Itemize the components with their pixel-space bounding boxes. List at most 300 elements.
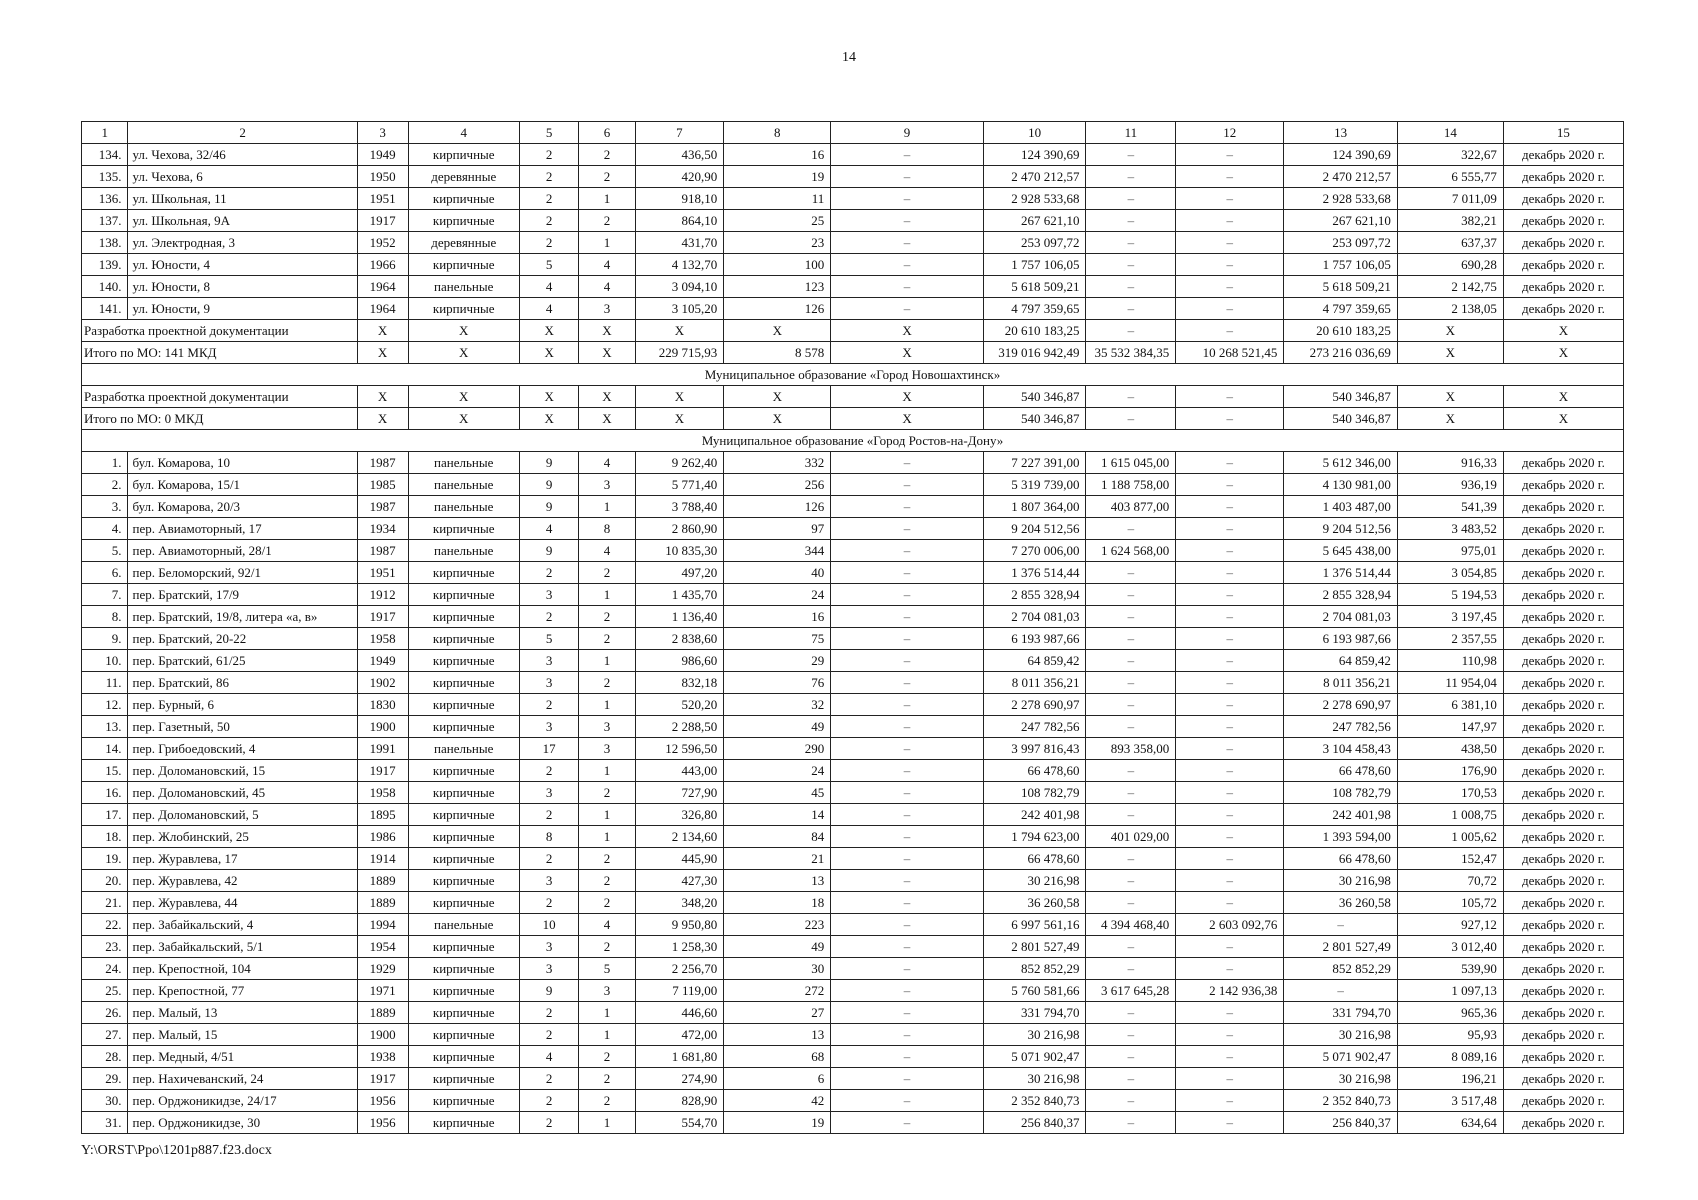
table-cell: 2 801 527,49 [1284, 936, 1398, 958]
row-number: 31. [82, 1112, 128, 1134]
table-cell: 1917 [357, 1068, 408, 1090]
table-cell: кирпичные [408, 562, 519, 584]
table-cell: 152,47 [1397, 848, 1503, 870]
table-cell: – [831, 1068, 983, 1090]
table-cell: кирпичные [408, 606, 519, 628]
table-cell: кирпичные [408, 980, 519, 1002]
table-cell: 84 [724, 826, 831, 848]
table-cell: кирпичные [408, 848, 519, 870]
table-cell: кирпичные [408, 298, 519, 320]
table-cell: 5 071 902,47 [1284, 1046, 1398, 1068]
file-path-footer: Y:\ORST\Ppo\1201p887.f23.docx [81, 1143, 272, 1158]
table-cell: Х [357, 320, 408, 342]
table-row [82, 254, 1624, 276]
row-number: 2. [82, 474, 128, 496]
table-cell: 3 105,20 [635, 298, 724, 320]
address-cell: пер. Братский, 86 [128, 672, 357, 694]
table-row [82, 760, 1624, 782]
address-cell: ул. Чехова, 32/46 [128, 144, 357, 166]
table-cell: – [1086, 958, 1176, 980]
table-cell: кирпичные [408, 1024, 519, 1046]
table-cell: 2 [519, 892, 578, 914]
table-cell: 1 757 106,05 [1284, 254, 1398, 276]
table-cell: 1949 [357, 650, 408, 672]
table-cell: 8 011 356,21 [983, 672, 1086, 694]
table-cell: 438,50 [1397, 738, 1503, 760]
table-cell: декабрь 2020 г. [1503, 716, 1623, 738]
table-cell: 30 [724, 958, 831, 980]
table-cell: – [1176, 716, 1284, 738]
table-cell: 1 [579, 694, 635, 716]
table-cell: панельные [408, 276, 519, 298]
column-number: 8 [724, 122, 831, 144]
table-row [82, 716, 1624, 738]
address-cell: пер. Малый, 15 [128, 1024, 357, 1046]
table-cell: декабрь 2020 г. [1503, 870, 1623, 892]
table-cell: 1971 [357, 980, 408, 1002]
table-cell: 4 [579, 914, 635, 936]
table-cell: панельные [408, 474, 519, 496]
table-cell: 2 [519, 144, 578, 166]
table-cell: – [831, 694, 983, 716]
table-cell: – [1176, 892, 1284, 914]
table-cell: 1 258,30 [635, 936, 724, 958]
table-cell: 2 288,50 [635, 716, 724, 738]
table-cell: кирпичные [408, 760, 519, 782]
table-cell: – [831, 474, 983, 496]
table-cell: – [1176, 826, 1284, 848]
address-cell: пер. Братский, 19/8, литера «а, в» [128, 606, 357, 628]
table-row [82, 804, 1624, 826]
table-cell: 852 852,29 [983, 958, 1086, 980]
table-cell: 105,72 [1397, 892, 1503, 914]
table-cell: 2 [579, 210, 635, 232]
table-cell: 123 [724, 276, 831, 298]
row-number: 12. [82, 694, 128, 716]
column-number: 5 [519, 122, 578, 144]
table-cell: – [1176, 144, 1284, 166]
table-cell: 1895 [357, 804, 408, 826]
table-cell: 541,39 [1397, 496, 1503, 518]
table-cell: 49 [724, 936, 831, 958]
table-cell: кирпичные [408, 584, 519, 606]
table-cell: 986,60 [635, 650, 724, 672]
table-cell: 2 [579, 936, 635, 958]
table-cell: Х [831, 386, 983, 408]
table-cell: кирпичные [408, 1046, 519, 1068]
table-cell: декабрь 2020 г. [1503, 562, 1623, 584]
table-cell: 70,72 [1397, 870, 1503, 892]
row-number: 139. [82, 254, 128, 276]
row-number: 29. [82, 1068, 128, 1090]
table-cell: 4 132,70 [635, 254, 724, 276]
table-cell: Х [1503, 320, 1623, 342]
table-cell: 9 262,40 [635, 452, 724, 474]
table-cell: 4 797 359,65 [1284, 298, 1398, 320]
table-cell: 9 [519, 540, 578, 562]
table-cell: кирпичные [408, 782, 519, 804]
table-cell: декабрь 2020 г. [1503, 518, 1623, 540]
table-cell: 443,00 [635, 760, 724, 782]
table-cell: 247 782,56 [1284, 716, 1398, 738]
table-cell: – [1086, 562, 1176, 584]
table-cell: декабрь 2020 г. [1503, 694, 1623, 716]
address-cell: пер. Грибоедовский, 4 [128, 738, 357, 760]
table-cell: 832,18 [635, 672, 724, 694]
table-cell: 1949 [357, 144, 408, 166]
table-cell: 4 [579, 276, 635, 298]
table-cell: 12 596,50 [635, 738, 724, 760]
table-cell: 5 [519, 628, 578, 650]
table-cell: – [831, 716, 983, 738]
table-cell: – [1176, 474, 1284, 496]
table-cell: – [831, 298, 983, 320]
row-number: 137. [82, 210, 128, 232]
table-cell: 30 216,98 [983, 870, 1086, 892]
table-cell: 2 [579, 1046, 635, 1068]
table-cell: Х [831, 342, 983, 364]
table-row [82, 650, 1624, 672]
table-cell: 2 [519, 1002, 578, 1024]
column-number-row [82, 122, 1624, 144]
table-cell: – [1176, 320, 1284, 342]
table-cell: 8 578 [724, 342, 831, 364]
row-number: 134. [82, 144, 128, 166]
row-number: 13. [82, 716, 128, 738]
table-cell: 690,28 [1397, 254, 1503, 276]
table-cell: Х [408, 386, 519, 408]
table-cell: – [1176, 254, 1284, 276]
table-cell: 2 [579, 782, 635, 804]
table-cell: 1917 [357, 210, 408, 232]
table-cell: 1951 [357, 188, 408, 210]
table-cell: 66 478,60 [983, 848, 1086, 870]
table-row [82, 144, 1624, 166]
table-cell: – [1086, 320, 1176, 342]
row-number: 140. [82, 276, 128, 298]
address-cell: бул. Комарова, 10 [128, 452, 357, 474]
table-cell: Х [1397, 342, 1503, 364]
table-cell: – [831, 848, 983, 870]
table-cell: – [1086, 716, 1176, 738]
table-cell: 6 997 561,16 [983, 914, 1086, 936]
table-cell: 936,19 [1397, 474, 1503, 496]
row-number: 19. [82, 848, 128, 870]
table-cell: 4 [519, 276, 578, 298]
table-cell: 3 [519, 584, 578, 606]
table-cell: 1 757 106,05 [983, 254, 1086, 276]
table-cell: 2 352 840,73 [1284, 1090, 1398, 1112]
row-number: 23. [82, 936, 128, 958]
table-cell: 965,36 [1397, 1002, 1503, 1024]
table-cell: Х [1397, 408, 1503, 430]
table-cell: – [1086, 1090, 1176, 1112]
table-cell: – [1176, 672, 1284, 694]
table-cell: 6 381,10 [1397, 694, 1503, 716]
table-cell: кирпичные [408, 628, 519, 650]
table-cell: 2 278 690,97 [1284, 694, 1398, 716]
table-cell: 319 016 942,49 [983, 342, 1086, 364]
table-cell: 147,97 [1397, 716, 1503, 738]
row-number: 30. [82, 1090, 128, 1112]
table-row [82, 166, 1624, 188]
table-cell: 1964 [357, 276, 408, 298]
table-cell: 1889 [357, 892, 408, 914]
table-cell: – [1176, 232, 1284, 254]
table-cell: 1958 [357, 628, 408, 650]
table-cell: 3 [579, 738, 635, 760]
table-cell: – [1176, 628, 1284, 650]
table-cell: 40 [724, 562, 831, 584]
table-cell: 1 794 623,00 [983, 826, 1086, 848]
table-cell: 253 097,72 [983, 232, 1086, 254]
table-cell: 170,53 [1397, 782, 1503, 804]
table-cell: 3 [519, 782, 578, 804]
table-cell: – [831, 980, 983, 1002]
table-cell: – [1176, 188, 1284, 210]
table-cell: Х [357, 408, 408, 430]
table-cell: 3 617 645,28 [1086, 980, 1176, 1002]
table-cell: 634,64 [1397, 1112, 1503, 1134]
table-cell: – [831, 782, 983, 804]
row-number: 136. [82, 188, 128, 210]
table-cell: 1 393 594,00 [1284, 826, 1398, 848]
row-number: 14. [82, 738, 128, 760]
table-cell: 2 [579, 166, 635, 188]
table-cell: 8 089,16 [1397, 1046, 1503, 1068]
table-cell: 3 483,52 [1397, 518, 1503, 540]
table-cell: – [831, 606, 983, 628]
table-cell: 24 [724, 760, 831, 782]
table-cell: 3 197,45 [1397, 606, 1503, 628]
table-cell: 331 794,70 [983, 1002, 1086, 1024]
table-row [82, 980, 1624, 1002]
table-cell: – [1176, 562, 1284, 584]
table-cell: 36 260,58 [1284, 892, 1398, 914]
table-cell: 1 403 487,00 [1284, 496, 1398, 518]
table-cell: 2 704 081,03 [1284, 606, 1398, 628]
table-cell: декабрь 2020 г. [1503, 980, 1623, 1002]
table-cell: 10 268 521,45 [1176, 342, 1284, 364]
table-cell: Х [579, 408, 635, 430]
address-cell: пер. Малый, 13 [128, 1002, 357, 1024]
table-cell: 1934 [357, 518, 408, 540]
table-cell: – [1086, 144, 1176, 166]
table-cell: декабрь 2020 г. [1503, 782, 1623, 804]
table-cell: 64 859,42 [983, 650, 1086, 672]
table-cell: 30 216,98 [1284, 1024, 1398, 1046]
table-cell: 126 [724, 298, 831, 320]
table-cell: 9 204 512,56 [983, 518, 1086, 540]
address-cell: пер. Авиамоторный, 17 [128, 518, 357, 540]
row-number: 26. [82, 1002, 128, 1024]
table-cell: – [1284, 980, 1398, 1002]
table-cell: 1 [579, 1024, 635, 1046]
row-number: 138. [82, 232, 128, 254]
table-cell: 247 782,56 [983, 716, 1086, 738]
table-cell: кирпичные [408, 210, 519, 232]
table-cell: 1900 [357, 716, 408, 738]
table-cell: кирпичные [408, 254, 519, 276]
address-cell: пер. Братский, 20-22 [128, 628, 357, 650]
table-cell: – [831, 540, 983, 562]
table-cell: – [1176, 166, 1284, 188]
table-cell: 9 [519, 452, 578, 474]
table-cell: 332 [724, 452, 831, 474]
table-cell: 8 [579, 518, 635, 540]
table-cell: – [1086, 848, 1176, 870]
table-row [82, 1002, 1624, 1024]
table-cell: 5 618 509,21 [1284, 276, 1398, 298]
table-cell: 5 645 438,00 [1284, 540, 1398, 562]
address-cell: пер. Крепостной, 104 [128, 958, 357, 980]
table-cell: 3 [519, 870, 578, 892]
row-number: 11. [82, 672, 128, 694]
table-cell: 2 928 533,68 [1284, 188, 1398, 210]
table-row [82, 892, 1624, 914]
address-cell: ул. Юности, 8 [128, 276, 357, 298]
table-cell: декабрь 2020 г. [1503, 1002, 1623, 1024]
table-cell: 1 008,75 [1397, 804, 1503, 826]
column-number: 14 [1397, 122, 1503, 144]
table-cell: 637,37 [1397, 232, 1503, 254]
table-cell: Х [1503, 386, 1623, 408]
table-cell: 382,21 [1397, 210, 1503, 232]
table-cell: – [1086, 188, 1176, 210]
table-cell: – [1176, 650, 1284, 672]
table-cell: – [1176, 1090, 1284, 1112]
table-cell: деревянные [408, 166, 519, 188]
table-cell: кирпичные [408, 804, 519, 826]
table-cell: 3 788,40 [635, 496, 724, 518]
table-cell: Х [831, 408, 983, 430]
table-cell: 1 097,13 [1397, 980, 1503, 1002]
table-cell: – [1176, 958, 1284, 980]
table-cell: 2 [519, 166, 578, 188]
table-cell: 23 [724, 232, 831, 254]
table-cell: – [831, 936, 983, 958]
table-cell: декабрь 2020 г. [1503, 210, 1623, 232]
table-cell: 2 278 690,97 [983, 694, 1086, 716]
table-cell: 1 [579, 232, 635, 254]
table-cell: – [1086, 584, 1176, 606]
table-cell: 2 [579, 606, 635, 628]
table-cell: 864,10 [635, 210, 724, 232]
table-row [82, 914, 1624, 936]
table-cell: 4 [519, 298, 578, 320]
table-cell: – [1086, 606, 1176, 628]
table-cell: Х [831, 320, 983, 342]
table-row [82, 826, 1624, 848]
table-cell: кирпичные [408, 650, 519, 672]
table-cell: – [1176, 606, 1284, 628]
table-cell: – [831, 254, 983, 276]
table-cell: 272 [724, 980, 831, 1002]
table-cell: кирпичные [408, 144, 519, 166]
table-cell: 256 840,37 [983, 1112, 1086, 1134]
row-number: 18. [82, 826, 128, 848]
table-cell: декабрь 2020 г. [1503, 738, 1623, 760]
table-cell: 30 216,98 [1284, 870, 1398, 892]
table-cell: 2 [519, 1068, 578, 1090]
row-number: 25. [82, 980, 128, 1002]
table-cell: 2 [519, 188, 578, 210]
table-cell: – [1176, 738, 1284, 760]
table-cell: 1 [579, 496, 635, 518]
table-cell: декабрь 2020 г. [1503, 936, 1623, 958]
table-cell: декабрь 2020 г. [1503, 232, 1623, 254]
table-cell: – [1086, 672, 1176, 694]
table-cell: – [1086, 782, 1176, 804]
address-cell: бул. Комарова, 20/3 [128, 496, 357, 518]
table-cell: 24 [724, 584, 831, 606]
table-cell: 7 270 006,00 [983, 540, 1086, 562]
table-cell: 64 859,42 [1284, 650, 1398, 672]
table-cell: 1900 [357, 1024, 408, 1046]
table-cell: – [1176, 782, 1284, 804]
table-cell: 1 615 045,00 [1086, 452, 1176, 474]
table-cell: 2 138,05 [1397, 298, 1503, 320]
table-cell: 25 [724, 210, 831, 232]
table-cell: 9 950,80 [635, 914, 724, 936]
table-cell: 4 394 468,40 [1086, 914, 1176, 936]
table-cell: 1914 [357, 848, 408, 870]
table-cell: 2 860,90 [635, 518, 724, 540]
table-cell: 30 216,98 [983, 1068, 1086, 1090]
table-cell: 436,50 [635, 144, 724, 166]
table-cell: кирпичные [408, 694, 519, 716]
table-cell: 2 838,60 [635, 628, 724, 650]
table-cell: 2 801 527,49 [983, 936, 1086, 958]
column-number: 12 [1176, 122, 1284, 144]
table-cell: – [831, 650, 983, 672]
page-number: 14 [842, 50, 856, 65]
table-cell: 5 612 346,00 [1284, 452, 1398, 474]
table-cell: 1 [579, 804, 635, 826]
table-cell: 4 [579, 254, 635, 276]
table-cell: 1 [579, 650, 635, 672]
table-cell: Х [635, 320, 724, 342]
table-cell: 322,67 [1397, 144, 1503, 166]
column-number: 15 [1503, 122, 1623, 144]
table-cell: декабрь 2020 г. [1503, 1068, 1623, 1090]
table-cell: – [831, 1090, 983, 1112]
table-cell: 66 478,60 [1284, 760, 1398, 782]
table-cell: 1917 [357, 760, 408, 782]
table-cell: 2 603 092,76 [1176, 914, 1284, 936]
table-cell: Х [519, 320, 578, 342]
table-cell: 35 532 384,35 [1086, 342, 1176, 364]
address-cell: пер. Нахичеванский, 24 [128, 1068, 357, 1090]
table-cell: 2 134,60 [635, 826, 724, 848]
table-cell: кирпичные [408, 1112, 519, 1134]
table-cell: 427,30 [635, 870, 724, 892]
table-cell: 1954 [357, 936, 408, 958]
row-number: 135. [82, 166, 128, 188]
table-cell: кирпичные [408, 870, 519, 892]
section-title: Муниципальное образование «Город Ростов-на-Дону» [82, 430, 1624, 452]
table-cell: 2 [579, 1068, 635, 1090]
table-cell: декабрь 2020 г. [1503, 848, 1623, 870]
row-number: 4. [82, 518, 128, 540]
table-cell: 1 376 514,44 [1284, 562, 1398, 584]
table-cell: 11 954,04 [1397, 672, 1503, 694]
row-number: 22. [82, 914, 128, 936]
table-cell: кирпичные [408, 518, 519, 540]
table-cell: Х [635, 386, 724, 408]
summary-row [82, 342, 1624, 364]
table-cell: Х [1397, 386, 1503, 408]
